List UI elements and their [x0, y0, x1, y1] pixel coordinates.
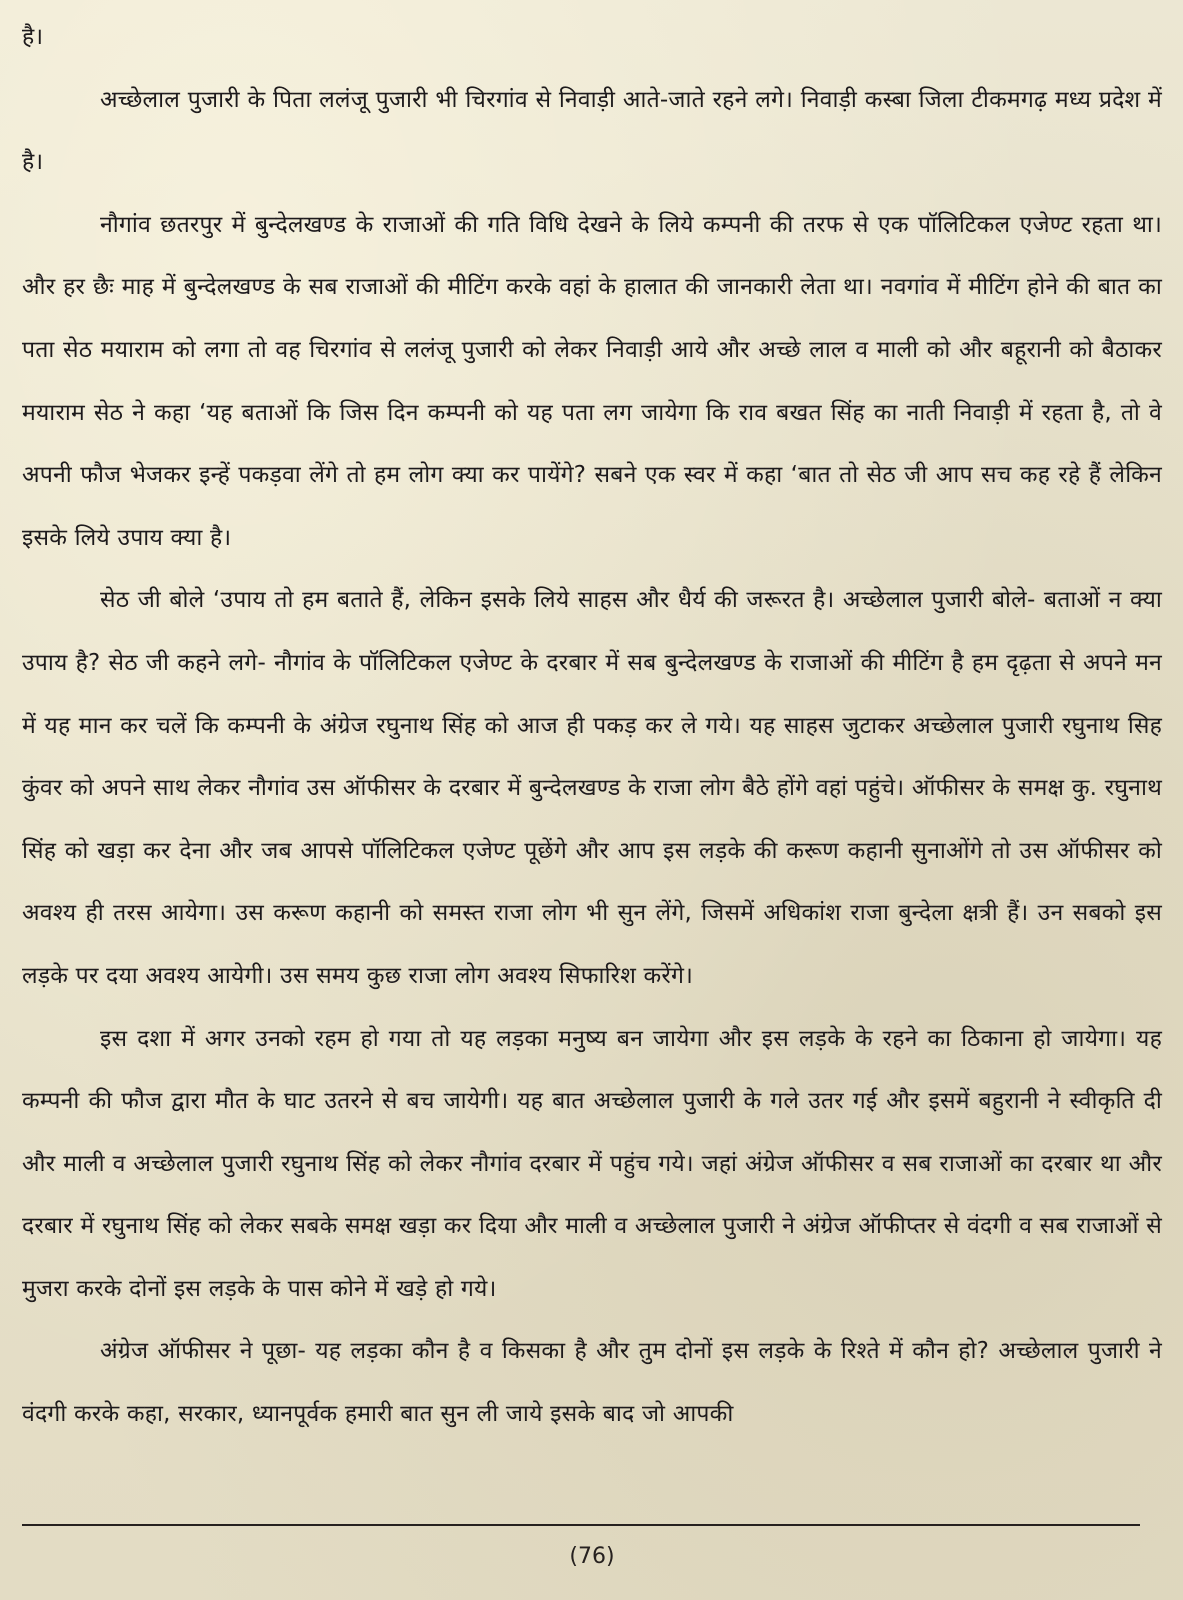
body-text	[22, 6, 1162, 1446]
page-number: (76)	[569, 1544, 615, 1569]
paragraph-2: अच्छेलाल पुजारी के पिता ललंजू पुजारी भी चिरगांव से निवाड़ी आते-जाते रहने लगे। निवाड़ी कस्बा जिला टीकमगढ़ मध्य प्रदेश में है।	[22, 86, 1162, 176]
paragraph-4: सेठ जी बोले ‘उपाय तो हम बताते हैं, लेकिन इसके लिये साहस और धैर्य की जरूरत है। अच्छेलाल पुजारी बोले- बताओं न क्या उपाय है? सेठ जी कहने लगे- नौगांव के पॉलिटिकल एजेण्ट के दरबार में सब बुन्देलखण्ड के राजाओं की मीटिंग है हम दृढ़ता से अपने मन में यह मान कर चलें कि कम्पनी के अंग्रेज रघुनाथ सिंह को आज ही पकड़ कर ले गये। यह साहस जुटाकर अच्छेलाल पुजारी रघुनाथ सिह कुंवर को अपने साथ लेकर नौगांव उस ऑफीसर के दरबार में बुन्देलखण्ड के राजा लोग बैठे होंगे वहां पहुंचे। ऑफीसर के समक्ष कु. रघुनाथ सिंह को खड़ा कर देना और जब आपसे पॉलिटिकल एजेण्ट पूछेंगे और आप इस लड़के की करूण कहानी सुनाओंगे तो उस ऑफीसर को अवश्य ही तरस आयेगा। उस करूण कहानी को समस्त राजा लोग भी सुन लेंगे, जिसमें अधिकांश राजा बुन्देला क्षत्री हैं। उन सबको इस लड़के पर दया अवश्य आयेगी। उस समय कुछ राजा लोग अवश्य सिफारिश करेंगे।	[22, 587, 1162, 989]
paragraph-6: अंग्रेज ऑफीसर ने पूछा- यह लड़का कौन है व किसका है और तुम दोनों इस लड़के के रिश्ते में कौन हो? अच्छेलाल पुजारी ने वंदगी करके कहा, सरकार, ध्यानपूर्वक हमारी बात सुन ली जाये इसके बाद जो आपकी	[22, 1338, 1162, 1428]
paragraph-3: नौगांव छतरपुर में बुन्देलखण्ड के राजाओं की गति विधि देखने के लिये कम्पनी की तरफ से एक पॉलिटिकल एजेण्ट रहता था। और हर छैः माह में बुन्देलखण्ड के सब राजाओं की मीटिंग करके वहां के हालात की जानकारी लेता था। नवगांव में मीटिंग होने की बात का पता सेठ मयाराम को लगा तो वह चिरगांव से ललंजू पुजारी को लेकर निवाड़ी आये और अच्छे लाल व माली को और बहूरानी को बैठाकर मयाराम सेठ ने कहा ‘यह बताओं कि जिस दिन कम्पनी को यह पता लग जायेगा कि राव बखत सिंह का नाती निवाड़ी में रहता है, तो वे अपनी फौज भेजकर इन्हें पकड़वा लेंगे तो हम लोग क्या कर पायेंगे? सबने एक स्वर में कहा ‘बात तो सेठ जी आप सच कह रहे हैं लेकिन इसके लिये उपाय क्या है।	[22, 211, 1162, 551]
document-page	[22, 6, 1162, 1594]
paragraph-5: इस दशा में अगर उनको रहम हो गया तो यह लड़का मनुष्य बन जायेगा और इस लड़के के रहने का ठिकाना हो जायेगा। यह कम्पनी की फौज द्वारा मौत के घाट उतरने से बच जायेगी। यह बात अच्छेलाल पुजारी के गले उतर गई और इसमें बहुरानी ने स्वीकृति दी और माली व अच्छेलाल पुजारी रघुनाथ सिंह को लेकर नौगांव दरबार में पहुंच गये। जहां अंग्रेज ऑफीसर व सब राजाओं का दरबार था और दरबार में रघुनाथ सिंह को लेकर सबके समक्ष खड़ा कर दिया और माली व अच्छेलाल पुजारी ने अंग्रेज ऑफीप्तर से वंदगी व सब राजाओं से मुजरा करके दोनों इस लड़के के पास कोने में खड़े हो गये।	[22, 1025, 1162, 1302]
footer-divider	[22, 1524, 1140, 1526]
paragraph-1: है।	[22, 24, 44, 50]
